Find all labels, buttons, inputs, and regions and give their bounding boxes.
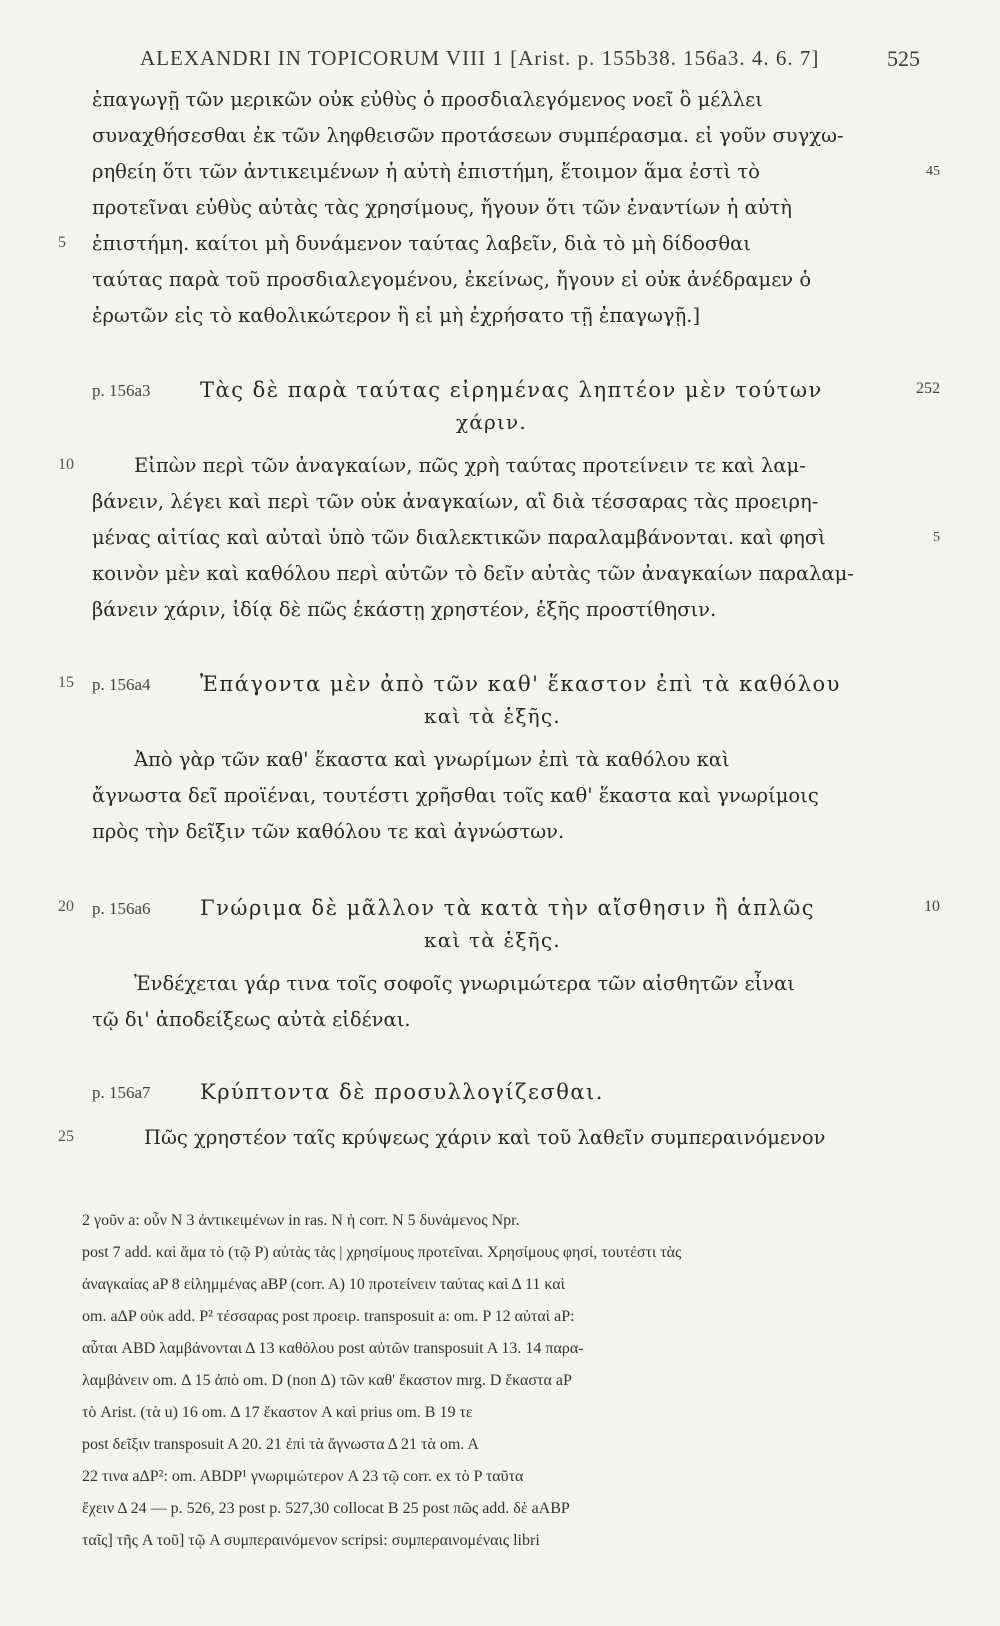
- lemma-line: [0, 378, 1000, 412]
- apparatus-line: [82, 1436, 942, 1466]
- lemma-reference: p. 156a6: [92, 899, 151, 918]
- apparatus-text: ταῖς] τῆς A τοῦ] τῷ A συμπεραινόμενον scripsi: συμπεραινομέναις libri: [82, 1532, 540, 1549]
- text-line: [0, 1126, 1000, 1160]
- text-line: [0, 124, 1000, 158]
- line-text: τῷ δι' ἀποδείξεως αὐτὰ εἰδέναι.: [92, 1008, 411, 1031]
- apparatus-line: [82, 1372, 942, 1402]
- line-text: Ἀπὸ γὰρ τῶν καθ' ἕκαστα καὶ γνωρίμων ἐπὶ τὰ καθόλου καὶ: [134, 748, 730, 771]
- text-line: [0, 268, 1000, 302]
- text-line: [0, 598, 1000, 632]
- text-line: [0, 454, 1000, 488]
- lemma-continuation-text: χάριν.: [456, 410, 527, 434]
- lemma-continuation-text: καὶ τὰ ἑξῆς.: [424, 928, 561, 952]
- lemma-text: Ἐπάγοντα μὲν ἀπὸ τῶν καθ' ἕκαστον ἐπὶ τὰ καθόλου: [200, 672, 841, 696]
- text-line: [0, 160, 1000, 194]
- margin-number: 252: [916, 380, 940, 397]
- apparatus-text: αὗται ABD λαμβάνονται Δ 13 καθόλου post αὐτῶν transposuit A 13. 14 παρα-: [82, 1340, 584, 1357]
- line-number: 5: [58, 234, 66, 251]
- lemma-line: [0, 672, 1000, 706]
- text-line: [0, 1008, 1000, 1042]
- line-text: ρηθείη ὅτι τῶν ἀντικειμένων ἡ αὐτὴ ἐπιστήμη, ἕτοιμον ἅμα ἐστὶ τὸ: [92, 160, 760, 183]
- line-number: 10: [58, 456, 74, 473]
- line-text: πρὸς τὴν δεῖξιν τῶν καθόλου τε καὶ ἀγνώστων.: [92, 820, 565, 843]
- lemma-line: [0, 1080, 1000, 1114]
- lemma-continuation: [0, 928, 1000, 962]
- line-text: ἐπιστήμη. καίτοι μὴ δυνάμενον ταύτας λαβεῖν, διὰ τὸ μὴ δίδοσθαι: [92, 232, 751, 255]
- line-text: προτεῖναι εὐθὺς αὐτὰς τὰς χρησίμους, ἤγουν ὅτι τῶν ἐναντίων ἡ αὐτὴ: [92, 196, 792, 219]
- apparatus-text: τὸ Arist. (τὰ u) 16 om. Δ 17 ἕκαστον A καὶ prius om. B 19 τε: [82, 1404, 473, 1421]
- line-text: βάνειν χάριν, ἰδίᾳ δὲ πῶς ἑκάστῃ χρηστέον, ἑξῆς προστίθησιν.: [92, 598, 717, 621]
- line-text: κοινὸν μὲν καὶ καθόλου περὶ αὐτῶν τὸ δεῖν αὐτὰς τῶν ἀναγκαίων παραλαμ-: [92, 562, 854, 585]
- line-text: Πῶς χρηστέον ταῖς κρύψεως χάριν καὶ τοῦ λαθεῖν συμπεραινόμενον: [144, 1126, 826, 1149]
- lemma-continuation: [0, 704, 1000, 738]
- margin-number: 5: [933, 530, 940, 545]
- apparatus-line: [82, 1404, 942, 1434]
- text-line: [0, 304, 1000, 338]
- apparatus-text: ἔχειν Δ 24 — p. 526, 23 post p. 527,30 collocat B 25 post πῶς add. δὲ aABP: [82, 1500, 570, 1517]
- apparatus-text: λαμβάνειν om. Δ 15 ἀπὸ om. D (non Δ) τῶν καθ' ἕκαστον mrg. D ἕκαστα aP: [82, 1372, 572, 1389]
- lemma-continuation: [0, 410, 1000, 444]
- lemma-reference: p. 156a4: [92, 675, 151, 694]
- apparatus-text: post 7 add. καὶ ἅμα τὸ (τῷ P) αὐτὰς τὰς | χρησίμους προτεῖναι. Χρησίμους φησί, τουτέστι τὰς: [82, 1244, 682, 1261]
- line-text: ἐρωτῶν εἰς τὸ καθολικώτερον ἢ εἰ μὴ ἐχρήσατο τῇ ἐπαγωγῇ.]: [92, 304, 701, 327]
- lemma-line: [0, 896, 1000, 930]
- apparatus-line: [82, 1308, 942, 1338]
- text-line: [0, 972, 1000, 1006]
- margin-number: 10: [924, 898, 940, 915]
- line-text: Εἰπὼν περὶ τῶν ἀναγκαίων, πῶς χρὴ ταύτας προτείνειν τε καὶ λαμ-: [134, 454, 806, 477]
- text-line: [0, 232, 1000, 266]
- apparatus-text: 22 τινα aΔP²: om. ABDP¹ γνωριμώτερον A 23 τῷ corr. ex τὸ P ταῦτα: [82, 1468, 524, 1485]
- lemma-reference: p. 156a3: [92, 381, 151, 400]
- apparatus-text: ἀναγκαίας aP 8 εἰλημμένας aBP (corr. A) 10 προτείνειν ταύτας καὶ Δ 11 καὶ: [82, 1276, 565, 1293]
- line-text: ταύτας παρὰ τοῦ προσδιαλεγομένου, ἐκείνως, ἤγουν εἰ οὐκ ἀνέδραμεν ὁ: [92, 268, 812, 291]
- text-line: [0, 196, 1000, 230]
- text-line: [0, 748, 1000, 782]
- lemma-text: Κρύπτοντα δὲ προσυλλογίζεσθαι.: [200, 1080, 604, 1104]
- line-text: Ἐνδέχεται γάρ τινα τοῖς σοφοῖς γνωριμώτερα τῶν αἰσθητῶν εἶναι: [134, 972, 795, 995]
- line-text: μένας αἰτίας καὶ αὐταὶ ὑπὸ τῶν διαλεκτικῶν παραλαμβάνονται. καὶ φησὶ: [92, 526, 826, 549]
- text-line: [0, 820, 1000, 854]
- lemma-reference: p. 156a7: [92, 1083, 151, 1102]
- text-line: [0, 526, 1000, 560]
- text-line: [0, 88, 1000, 122]
- lemma-text: Γνώριμα δὲ μᾶλλον τὰ κατὰ τὴν αἴσθησιν ἢ ἁπλῶς: [200, 896, 815, 920]
- apparatus-text: 2 γοῦν a: οὖν N 3 ἀντικειμένων in ras. N ἡ corr. N 5 δυνάμενος Npr.: [82, 1212, 520, 1229]
- line-number: 15: [58, 674, 74, 691]
- apparatus-line: [82, 1532, 942, 1562]
- apparatus-text: post δεῖξιν transposuit A 20. 21 ἐπὶ τὰ ἄγνωστα Δ 21 τὰ om. A: [82, 1436, 479, 1453]
- page-number: 525: [887, 46, 920, 71]
- line-text: ἄγνωστα δεῖ προϊέναι, τουτέστι χρῆσθαι τοῖς καθ' ἕκαστα καὶ γνωρίμοις: [92, 784, 819, 807]
- lemma-continuation-text: καὶ τὰ ἑξῆς.: [424, 704, 561, 728]
- text-line: [0, 562, 1000, 596]
- apparatus-line: [82, 1276, 942, 1306]
- text-line: [0, 784, 1000, 818]
- apparatus-line: [82, 1468, 942, 1498]
- line-number: 20: [58, 898, 74, 915]
- line-text: ἐπαγωγῇ τῶν μερικῶν οὐκ εὐθὺς ὁ προσδιαλεγόμενος νοεῖ ὃ μέλλει: [92, 88, 763, 111]
- lemma-text: Τὰς δὲ παρὰ ταύτας εἰρημένας ληπτέον μὲν τούτων: [200, 378, 823, 402]
- text-line: [0, 490, 1000, 524]
- line-text: συναχθήσεσθαι ἐκ τῶν ληφθεισῶν προτάσεων συμπέρασμα. εἰ γοῦν συγχω-: [92, 124, 844, 147]
- running-header: [140, 46, 920, 80]
- apparatus-line: [82, 1500, 942, 1530]
- line-text: βάνειν, λέγει καὶ περὶ τῶν οὐκ ἀναγκαίων, αἳ διὰ τέσσαρας τὰς προειρη-: [92, 490, 819, 513]
- apparatus-text: om. aΔP οὐκ add. P² τέσσαρας post προειρ. transposuit a: om. P 12 αὐταὶ aP:: [82, 1308, 575, 1325]
- header-title: ALEXANDRI IN TOPICORUM VIII 1 [Arist. p. 155b38. 156a3. 4. 6. 7]: [140, 46, 820, 70]
- apparatus-line: [82, 1244, 942, 1274]
- line-number: 25: [58, 1128, 74, 1145]
- apparatus-line: [82, 1212, 942, 1242]
- margin-number: 45: [926, 164, 940, 179]
- apparatus-line: [82, 1340, 942, 1370]
